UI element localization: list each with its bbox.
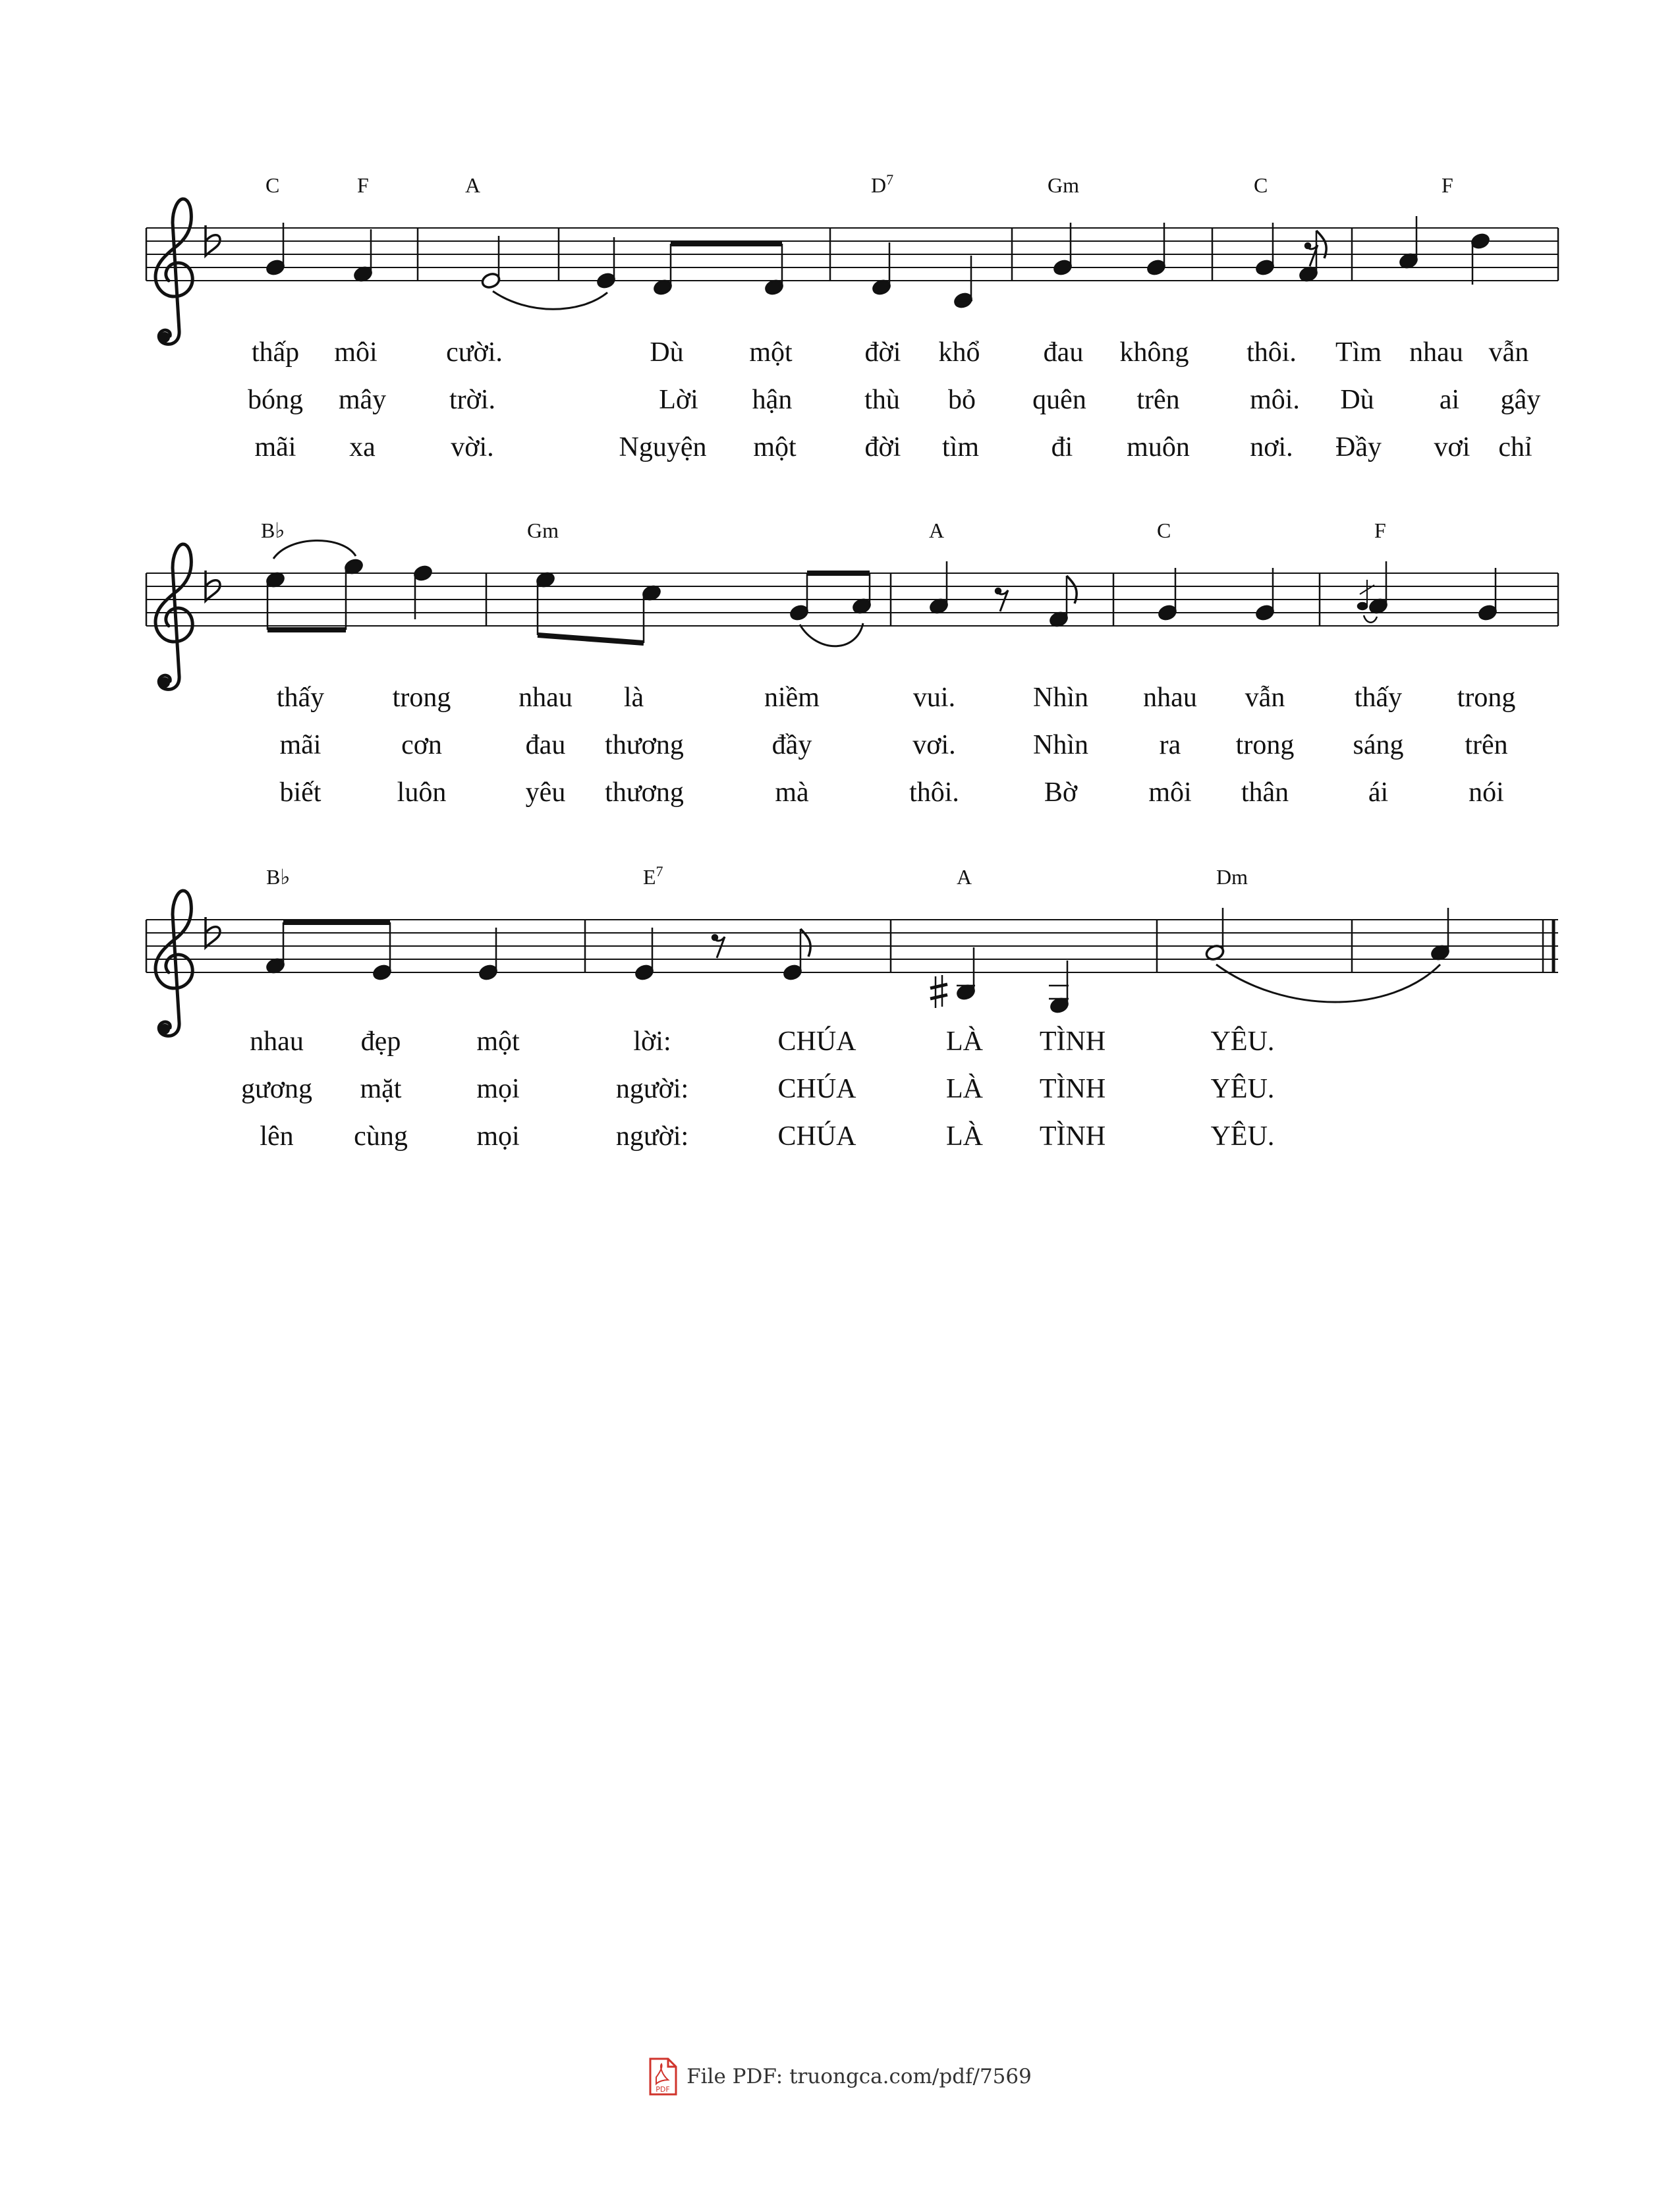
chord-symbols [266,171,1453,197]
tie [493,291,607,309]
lyric: xa [349,432,376,462]
lyric: thân [1241,777,1289,808]
lyric: là [623,683,644,713]
chord-symbol: F [357,173,369,197]
lyric: đời [864,337,901,368]
lyric: đầy [771,730,812,760]
sharp-icon [930,975,947,1008]
lyric: môi [1148,777,1192,808]
lyric: đau [525,730,566,760]
lyric: người: [615,1074,689,1104]
lyric: trên [1136,385,1180,415]
lyric: nhau [1409,337,1463,368]
lyric: Dù [650,337,684,368]
lyric: vẫn [1245,683,1285,713]
lyric: thôi. [1246,337,1297,368]
lyric: bỏ [948,385,976,415]
lyric: Dù [1340,385,1374,415]
lyric: trên [1465,730,1508,760]
lyric: luôn [397,777,447,808]
lyric: niềm [764,683,820,713]
lyric: Nguyện [619,432,707,462]
chord-symbol: C [266,173,280,197]
lyric: Tìm [1335,337,1382,368]
treble-clef-icon [155,199,192,344]
lyric: CHÚA [777,1121,856,1152]
slur [1364,615,1377,623]
lyric: CHÚA [777,1074,856,1104]
lyric: hận [752,385,793,415]
lyric: TÌNH [1039,1074,1106,1104]
footer-link[interactable]: File PDF: truongca.com/pdf/7569 [686,2065,1032,2088]
lyric: ái [1368,777,1389,808]
lyric: TÌNH [1039,1026,1106,1057]
lyric: mà [775,777,809,808]
lyrics [241,1026,1274,1152]
lyric: đau [1043,337,1084,368]
lyric: thôi. [909,777,959,808]
chord-symbol: F [1374,518,1386,542]
lyric: CHÚA [777,1026,856,1057]
lyric: vơi. [912,730,956,760]
lyric: cười. [446,337,503,368]
lyric: ra [1159,730,1181,760]
lyric: đời [864,432,901,462]
lyric: chỉ [1498,432,1532,462]
chord-symbols [261,518,1386,542]
lyric: vui. [912,683,956,713]
treble-clef-icon [155,891,192,1036]
lyric: ai [1439,385,1460,415]
lyric: Nhìn [1033,730,1088,760]
lyric: thù [864,385,900,415]
chord-symbol: A [957,865,972,889]
lyric: môi. [1250,385,1300,415]
lyric: lên [260,1121,294,1152]
treble-clef-icon [155,544,192,689]
lyric: nói [1469,777,1504,808]
lyric: một [749,337,793,368]
staff-lines [146,920,1558,972]
lyric: thấp [251,337,300,368]
lyric: thấy [276,683,325,713]
chord-symbol: $D^7$ [871,171,894,197]
lyric: nhau [1143,683,1197,713]
lyric: đi [1051,432,1073,462]
lyric: đẹp [360,1026,401,1057]
lyric: mọi [476,1121,520,1152]
notes [265,216,1490,310]
lyric: tìm [941,432,980,462]
staff-lines [146,573,1558,626]
lyric: môi [334,337,378,368]
lyric: LÀ [946,1121,983,1152]
lyric: cơn [401,730,442,760]
lyric: vời. [451,432,494,462]
lyric: trong [1235,730,1295,760]
lyric: mãi [279,730,322,760]
lyric: LÀ [946,1026,983,1057]
lyric: Đầy [1335,432,1382,462]
lyric: thương [605,730,684,760]
chord-symbol: Gm [1048,173,1079,197]
lyric: Bờ [1044,777,1078,808]
lyric: cùng [354,1121,408,1152]
lyric: YÊU. [1210,1074,1275,1104]
lyric: khổ [938,337,980,368]
lyric: TÌNH [1039,1121,1106,1152]
lyric: gây [1500,385,1541,415]
footer [0,2057,1680,2096]
lyric: mây [338,385,387,415]
lyric: một [753,432,797,462]
system-1 [146,171,1558,462]
chord-symbol: C [1157,518,1171,542]
lyric: một [476,1026,520,1057]
tie [1216,965,1440,1002]
lyric: sáng [1353,730,1404,760]
system-3 [146,863,1558,1152]
slur [800,623,863,646]
lyric: trong [392,683,451,713]
lyric: thấy [1354,683,1403,713]
chord-symbol: Gm [527,518,559,542]
lyric: yêu [525,777,566,808]
lyric: quên [1032,385,1086,415]
lyric: mãi [254,432,296,462]
lyric: trời. [449,385,496,415]
lyric: người: [615,1121,689,1152]
lyric: trong [1457,683,1516,713]
lyric: Lời [659,385,698,415]
chord-symbol: B♭ [266,865,291,889]
lyric: gương [241,1074,312,1104]
system-2 [146,518,1558,808]
pdf-icon-label: PDF [656,2085,670,2094]
chord-symbol: Dm [1216,865,1248,889]
chord-symbol: B♭ [261,518,285,542]
chord-symbol: $E^7$ [643,863,663,889]
chord-symbol: A [929,518,945,542]
lyric: nơi. [1250,432,1293,462]
lyric: vơi [1434,432,1470,462]
notes [265,908,1450,1015]
lyric: nhau [518,683,573,713]
lyrics [248,337,1540,462]
lyric: mặt [360,1074,402,1104]
lyric: thương [605,777,684,808]
lyric: muôn [1127,432,1190,462]
lyric: lời: [633,1026,671,1057]
lyric: YÊU. [1210,1121,1275,1152]
chord-symbol: F [1442,173,1453,197]
lyric: Nhìn [1033,683,1088,713]
lyric: LÀ [946,1074,983,1104]
lyric: YÊU. [1210,1026,1275,1057]
lyric: không [1119,337,1189,368]
lyric: vẫn [1488,337,1529,368]
chord-symbol: C [1254,173,1268,197]
lyric: mọi [476,1074,520,1104]
pdf-file-icon[interactable] [648,2057,677,2096]
slur [273,540,356,559]
lyric: bóng [248,385,303,415]
notes [265,557,1498,643]
chord-symbol: A [465,173,481,197]
chord-symbols [266,863,1248,889]
lyric: biết [279,777,322,808]
lyric: nhau [250,1026,304,1057]
lyrics [277,683,1515,808]
